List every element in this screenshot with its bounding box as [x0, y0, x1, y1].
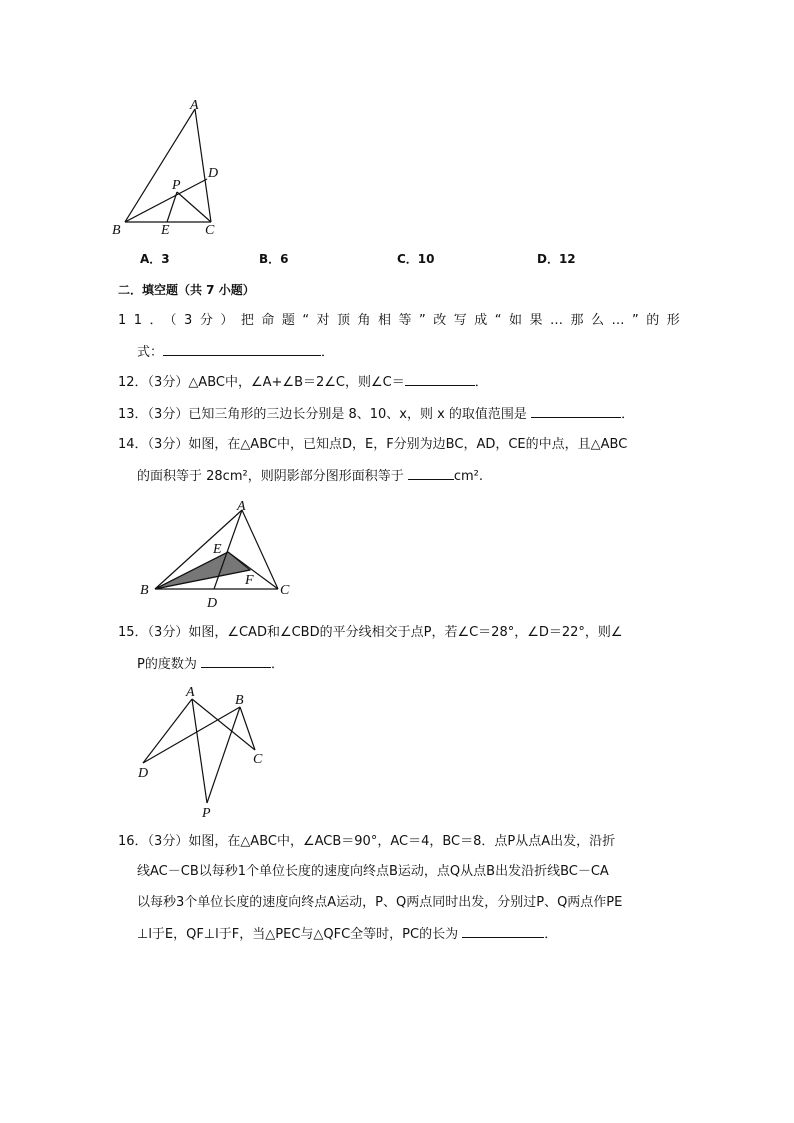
label-f: F	[245, 573, 254, 588]
q11-answer-blank[interactable]	[163, 343, 321, 356]
q15-suffix: ．	[270, 657, 284, 672]
q15-line2	[137, 655, 284, 674]
q11-prefix: 式：	[137, 345, 164, 360]
label-a: A	[186, 685, 195, 700]
label-b: B	[235, 693, 244, 708]
label-c: C	[280, 583, 290, 598]
label-c: C	[253, 752, 263, 767]
figure-q10	[110, 95, 225, 240]
q12-text: 12．（3分）△ABC中，∠A+∠B＝2∠C，则∠C＝	[118, 375, 405, 390]
q15-answer-blank[interactable]	[201, 655, 271, 668]
q13-suffix: ．	[621, 407, 635, 422]
q15-line1: 15．（3分）如图，∠CAD和∠CBD的平分线相交于点P，若∠C＝28°，∠D＝22°，则∠	[118, 625, 623, 640]
segment-ab	[125, 109, 195, 222]
q16-line2: 线AC－CB以每秒1个单位长度的速度向终点B运动，点Q从点B出发沿折线BC－CA	[137, 864, 609, 879]
q16-suffix: ．	[544, 927, 558, 942]
segment-pc	[177, 192, 211, 222]
q16-line4	[137, 925, 557, 944]
segment-pe	[167, 192, 177, 222]
label-a: A	[237, 499, 246, 514]
q16-line1: 16．（3分）如图，在△ABC中，∠ACB＝90°，AC＝4，BC＝8．点P从点A出发，沿折	[118, 834, 616, 849]
segment-ap	[192, 699, 207, 803]
q12-answer-blank[interactable]	[405, 373, 475, 386]
segment-bd	[143, 707, 240, 763]
q15-text: P的度数为	[137, 657, 197, 672]
label-e: E	[213, 542, 222, 557]
label-d: D	[207, 596, 218, 611]
figure-q14	[135, 496, 300, 611]
q13-line	[118, 405, 634, 424]
label-p: P	[202, 806, 211, 820]
section-title: 二．填空题（共 7 小题）	[118, 283, 255, 297]
q12-suffix: ．	[474, 375, 488, 390]
label-b: B	[140, 583, 149, 598]
q11-suffix: ．	[321, 345, 335, 360]
figure-q15	[130, 680, 280, 820]
label-p: P	[172, 178, 181, 193]
q14-line1: 14．（3分）如图，在△ABC中，已知点D，E，F分别为边BC，AD，CE的中点，且△ABC	[118, 437, 628, 452]
q16-line3: 以每秒3个单位长度的速度向终点A运动，P、Q两点同时出发，分别过P、Q两点作PE	[137, 895, 623, 910]
segment-bd	[125, 179, 207, 222]
label-d: D	[138, 766, 149, 781]
option-c: C．10	[397, 252, 435, 266]
q13-text: 13．（3分）已知三角形的三边长分别是 8、10、x，则 x 的取值范围是	[118, 407, 527, 422]
label-d: D	[208, 166, 219, 181]
label-c: C	[205, 223, 215, 238]
option-a: A．3	[140, 252, 170, 266]
q11-line2	[137, 343, 334, 362]
label-b: B	[112, 223, 121, 238]
q16-text: ⊥l于E，QF⊥l于F，当△PEC与△QFC全等时，PC的长为	[137, 927, 459, 942]
q14-unit: cm².	[453, 469, 483, 484]
label-a: A	[190, 98, 199, 113]
q14-answer-blank[interactable]	[408, 467, 454, 480]
option-d: D．12	[537, 252, 576, 266]
q12-line	[118, 373, 488, 392]
q16-answer-blank[interactable]	[462, 925, 544, 938]
q14-line2	[137, 467, 483, 486]
label-e: E	[161, 223, 170, 238]
segment-ad	[143, 699, 192, 763]
option-b: B．6	[259, 252, 289, 266]
q11-line1: 11．（3分）把命题“对顶角相等”改写成“如果…那么…”的形	[118, 313, 688, 328]
segment-bp	[207, 707, 240, 803]
q13-answer-blank[interactable]	[531, 405, 621, 418]
q14-text: 的面积等于 28cm²，则阴影部分图形面积等于	[137, 469, 404, 484]
